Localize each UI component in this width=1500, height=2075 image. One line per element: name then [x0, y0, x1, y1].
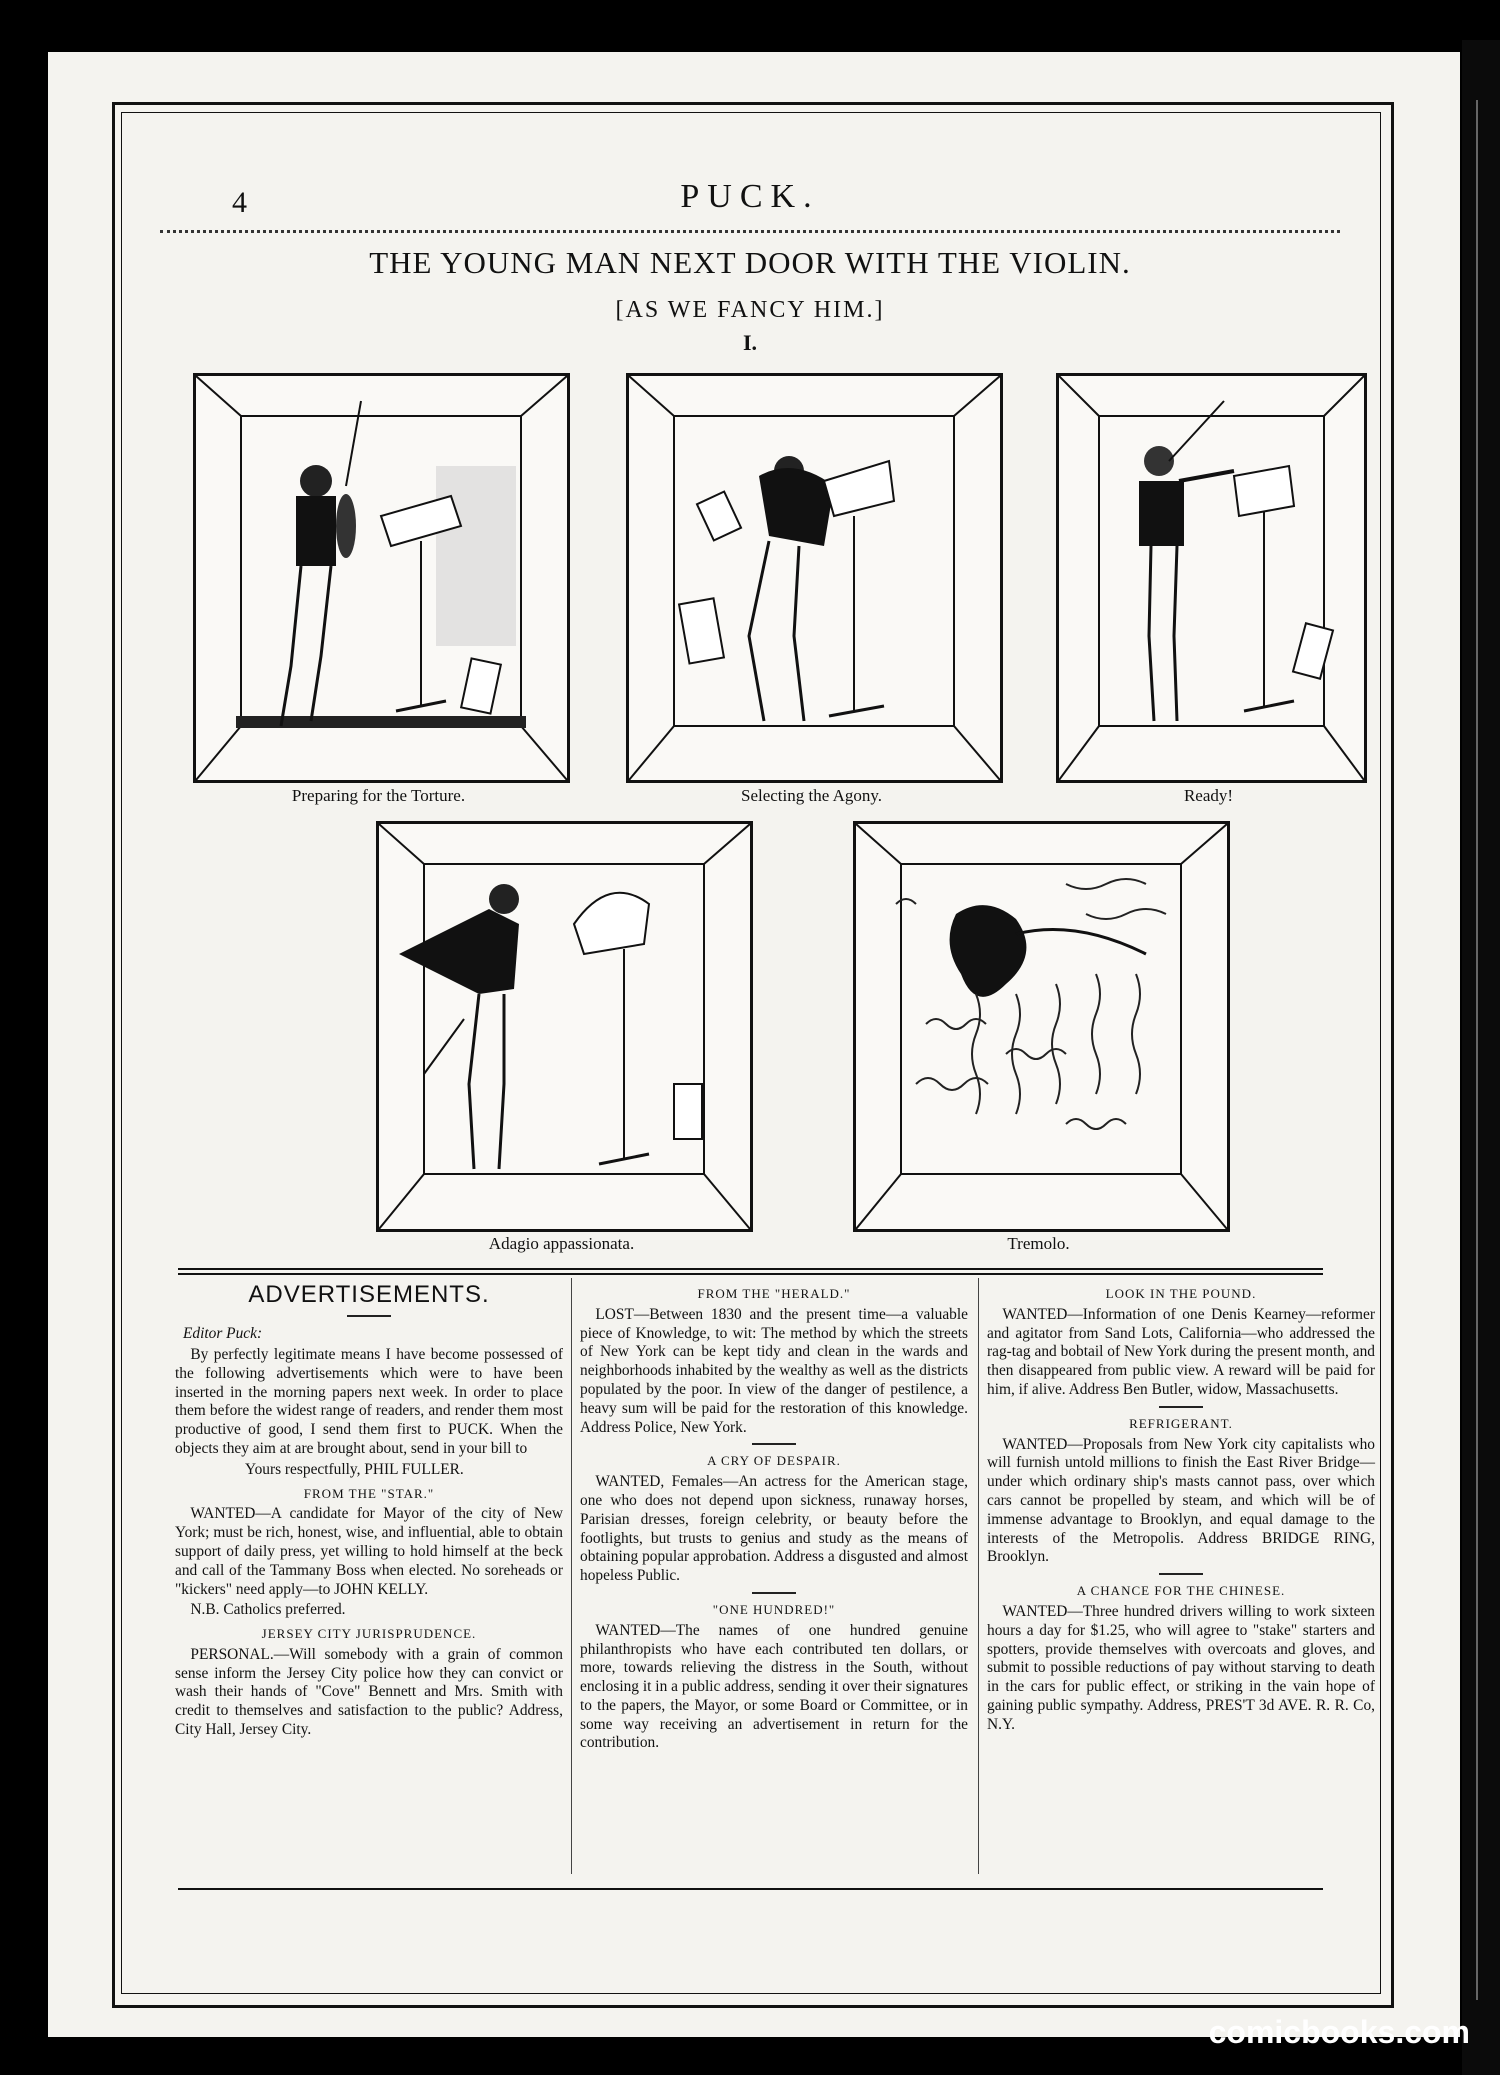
masthead-title: PUCK.: [680, 178, 820, 215]
ad-heading-chinese: A CHANCE FOR THE CHINESE.: [1076, 1583, 1286, 1599]
ad-heading-one-hundred: "ONE HUNDRED!": [712, 1601, 836, 1617]
panel-5-caption: Tremolo.: [1007, 1234, 1070, 1253]
ad-body-chinese: WANTED—Three hundred drivers willing to work sixteen hours a day for $1.25, who will agree to "stake" starters and spotters, provide themselves with overcoats and gloves, and submit to possible reductions of pay without starving to death in the cars for public effect, or striking in the vain hope of gaining public sympathy. Address, PRES'T 3d AVE. R. R. Co, N.Y.: [987, 1602, 1375, 1733]
cartoon-panel-5: [853, 821, 1230, 1232]
ad-body-pound: WANTED—Information of one Denis Kearney—reformer and agitator from Sand Lots, California—who addressed the rag-tag and bobtail of New York during the present month, and then disappeared from public view. A reward will be paid for him, if alive. Address Ben Butler, widow, Massachusetts.: [987, 1305, 1375, 1398]
ad-divider: [752, 1592, 796, 1594]
advertisements-column-middle: [580, 1280, 968, 1755]
cartoon-subtitle: [AS WE FANCY HIM.]: [615, 297, 885, 323]
spine-edge: [1476, 100, 1478, 2000]
site-watermark: comicbooks.com: [1208, 2014, 1470, 2050]
ad-heading-refrigerant: REFRIGERANT.: [1129, 1415, 1233, 1431]
cartoon-panel-4: [376, 821, 753, 1232]
book-spine: [1462, 40, 1500, 2075]
ad-body-refrigerant: WANTED—Proposals from New York city capitalists who will furnish untold millions to finish the East River Bridge—under which ordinary ship's masts cannot pass, over which cars cannot be propelled by steam, and which will be of immense advantage to Brooklyn, and equal damage to the interests of the Metropolis. Address BRIDGE RING, Brooklyn.: [987, 1435, 1375, 1566]
advertisements-column-left: [175, 1280, 563, 1742]
cartoon-panel-1: [193, 373, 570, 783]
cartoon-panel-2: [626, 373, 1003, 783]
ad-body-cry-of-despair: WANTED, Females—An actress for the American stage, one who does not depend upon sickness, runaway horses, Parisian dresses, foreign celebrity, or beauty before the footlights, but trusts to genius and study as the means of obtaining popular approbation. Address a disgusted and almost hopeless Public.: [580, 1473, 968, 1585]
panel-1-caption: Preparing for the Torture.: [291, 786, 466, 805]
panel-3-caption: Ready!: [1183, 786, 1234, 805]
advertisements-rule-top: [178, 1268, 1323, 1270]
violinist-adagio-illustration: [379, 824, 750, 1229]
heading-divider: [347, 1315, 391, 1317]
violinist-selecting-illustration: [629, 376, 1000, 780]
ad-body-herald: LOST—Between 1830 and the present time—a valuable piece of Knowledge, to wit: The method by which the streets of New York can be kept tidy and clean in the wards and neighborhoods inhabited by the wealthy as well as the districts populated by the poor. In view of the danger of pestilence, a heavy sum will be paid for the restoration of this knowledge. Address Police, New York.: [580, 1305, 968, 1436]
panel-2-caption: Selecting the Agony.: [740, 786, 882, 805]
advertisements-rule-bottom: [178, 1888, 1323, 1890]
panel-4-caption: Adagio appassionata.: [488, 1234, 635, 1253]
masthead: [160, 178, 1340, 228]
masthead-rule: [160, 230, 1340, 233]
advertisements-column-right: [987, 1280, 1375, 1736]
page-number: 4: [232, 186, 247, 219]
ad-heading-cry-of-despair: A CRY OF DESPAIR.: [707, 1453, 841, 1469]
ad-heading-herald: FROM THE "HERALD.": [697, 1286, 851, 1301]
advertisements-rule-top-2: [178, 1273, 1323, 1275]
ad-note-star: N.B. Catholics preferred.: [190, 1601, 346, 1619]
cartoon-panel-3: [1056, 373, 1367, 783]
violinist-preparing-illustration: [196, 376, 567, 780]
ad-body-star: WANTED—A candidate for Mayor of the city of New York; must be rich, honest, wise, and influential, able to obtain support of daily press, yet willing to hold himself at the beck and call of the Tammany Boss when elected. No soreheads or "kickers" need apply—to JOHN KELLY.: [175, 1505, 563, 1598]
signature: Yours respectfully, PHIL FULLER.: [245, 1460, 464, 1478]
advertisements-heading: ADVERTISEMENTS.: [248, 1281, 490, 1308]
violinist-ready-illustration: [1059, 376, 1364, 780]
ad-divider: [1159, 1573, 1203, 1575]
intro-paragraph: By perfectly legitimate means I have become possessed of the following advertisements which were to have been inserted in the morning papers next week. In order to place them before the widest range of readers, and render them most productive of good, I send them first to PUCK. When the objects they aim at are brought about, send in your bill to: [175, 1346, 563, 1457]
column-divider-1: [571, 1278, 572, 1874]
ad-heading-star: FROM THE "STAR.": [303, 1485, 435, 1501]
ad-body-jersey-city: PERSONAL.—Will somebody with a grain of common sense inform the Jersey City police how they can convict or wash their hands of "Cove" Bennett and Mrs. Smith with credit to themselves and satisfaction to the public? Address, City Hall, Jersey City.: [175, 1645, 563, 1739]
violinist-tremolo-illustration: [856, 824, 1227, 1229]
salutation: Editor Puck:: [183, 1325, 263, 1343]
cartoon-part-numeral: I.: [742, 330, 758, 355]
ad-divider: [1159, 1406, 1203, 1408]
column-divider-2: [978, 1278, 979, 1874]
ad-divider: [752, 1443, 796, 1445]
ad-body-one-hundred: WANTED—The names of one hundred genuine philanthropists who have each contributed ten dollars, or more, towards relieving the distress in the South, without enclosing it in a public address, sending it over their signatures to the papers, the Mayor, or some Board or Committee, or in some way receiving an advertisement in return for the contribution.: [580, 1621, 968, 1752]
cartoon-title: THE YOUNG MAN NEXT DOOR WITH THE VIOLIN.: [369, 245, 1131, 280]
ad-heading-jersey-city: JERSEY CITY JURISPRUDENCE.: [261, 1626, 477, 1642]
ad-heading-pound: LOOK IN THE POUND.: [1105, 1286, 1257, 1301]
